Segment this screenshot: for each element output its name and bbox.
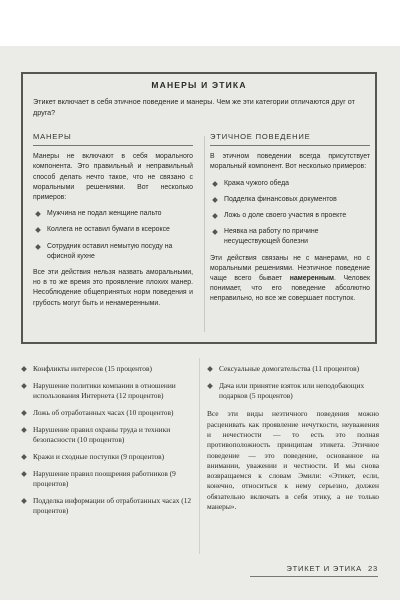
- running-title: ЭТИКЕТ И ЭТИКА: [286, 564, 362, 573]
- list-item: Ложь о доле своего участия в проекте: [210, 211, 370, 221]
- list-item: Мужчина не подал женщине пальто: [33, 209, 193, 219]
- violations-list: [21, 364, 193, 516]
- list-item: Сексуальные домогательства (11 процентов): [207, 364, 379, 374]
- manners-paragraph-2: Все эти действия нельзя назвать аморальными, но в то же время это проявление плохих манер. Несоблюдение общепринятых норм поведения и грубость могут быть и ненамеренными.: [33, 269, 193, 307]
- list-item: Сотрудник оставил немытую посуду на офисной кухне: [33, 242, 193, 262]
- manners-heading: МАНЕРЫ: [33, 132, 193, 146]
- ethical-paragraph-2: Эти действия связаны не с манерами, но с моральными решениями. Неэтичное поведение чаще всего бывает намеренным. Человек понимает, что его поведение абсолютно неправильно, но все же совершает поступок.: [210, 254, 371, 303]
- body-right-column: [207, 364, 379, 512]
- manners-paragraph-1: Манеры не включают в себя морального компонента. Это правильный и неправильный способ делать нечто такое, что не связано с моральными решениями. Вот несколько примеров:: [33, 153, 193, 202]
- list-item: Ложь об отработанных часах (10 процентов): [21, 408, 193, 418]
- top-margin: [0, 0, 400, 46]
- page-number: 23: [367, 564, 378, 573]
- violations-list-continued: [207, 364, 379, 401]
- manners-and-ethics-box: [21, 72, 377, 344]
- diamond-bullet-icon: [35, 211, 41, 217]
- list-item: Конфликты интересов (15 процентов): [21, 364, 193, 374]
- diamond-bullet-icon: [212, 229, 218, 235]
- ethical-list: [210, 179, 370, 248]
- diamond-bullet-icon: [212, 181, 218, 187]
- list-item: Подделка финансовых документов: [210, 195, 370, 205]
- list-item: Коллега не оставил бумаги в ксероксе: [33, 225, 193, 235]
- diamond-bullet-icon: [21, 498, 27, 504]
- diamond-bullet-icon: [21, 427, 27, 433]
- diamond-bullet-icon: [21, 366, 27, 372]
- diamond-bullet-icon: [21, 410, 27, 416]
- manners-column: [33, 132, 193, 315]
- list-item: Кражи и сходные поступки (9 процентов): [21, 452, 193, 462]
- list-item: Неявка на работу по причине несуществующей болезни: [210, 227, 370, 247]
- book-page: [0, 46, 400, 600]
- diamond-bullet-icon: [21, 383, 27, 389]
- diamond-bullet-icon: [212, 197, 218, 203]
- diamond-bullet-icon: [35, 228, 41, 234]
- diamond-bullet-icon: [207, 383, 213, 389]
- list-item: Подделка информации об отработанных часах (12 процентов): [21, 496, 193, 517]
- list-item: Кража чужого обеда: [210, 179, 370, 189]
- body-left-column: [21, 364, 193, 523]
- body-column-divider: [199, 358, 200, 554]
- footer-rule: [250, 576, 378, 577]
- diamond-bullet-icon: [35, 244, 41, 250]
- ethical-behavior-heading: ЭТИЧНОЕ ПОВЕДЕНИЕ: [210, 132, 370, 146]
- list-item: Нарушение правил охраны труда и техники безопасности (10 процентов): [21, 425, 193, 446]
- ethical-behavior-column: [210, 132, 370, 311]
- emphasis-word: намеренным: [289, 275, 334, 283]
- manners-list: [33, 209, 193, 262]
- list-item: Дача или принятие взяток или неподобающих подарков (5 процентов): [207, 381, 379, 402]
- diamond-bullet-icon: [207, 366, 213, 372]
- diamond-bullet-icon: [21, 471, 27, 477]
- list-item: Нарушение политики компании в отношении использования Интернета (12 процентов): [21, 381, 193, 402]
- column-divider: [204, 136, 205, 332]
- page-footer: [250, 564, 378, 573]
- box-title: МАНЕРЫ И ЭТИКА: [151, 80, 247, 90]
- diamond-bullet-icon: [212, 213, 218, 219]
- diamond-bullet-icon: [21, 454, 27, 460]
- body-paragraph: Все эти виды неэтичного поведения можно расценивать как проявление нечуткости, неуважения и нечестности — то есть это полная противоположность принципам этикета. Этичное поведение — это поведение, основанное на внимании, уважении и честности. И мы снова возвращаемся к словам Эмили: «Этикет, если, конечно, относиться к нему серьезно, должен обязательно включать в себя этику, а не только манеры».: [207, 409, 379, 512]
- ethical-paragraph-1: В этичном поведении всегда присутствует моральный компонент. Вот несколько примеров:: [210, 153, 370, 171]
- list-item: Нарушение правил поощрения работников (9 процентов): [21, 469, 193, 490]
- box-intro: Этикет включает в себя этичное поведение и манеры. Чем же эти категории отличаются друг от друга?: [33, 97, 355, 117]
